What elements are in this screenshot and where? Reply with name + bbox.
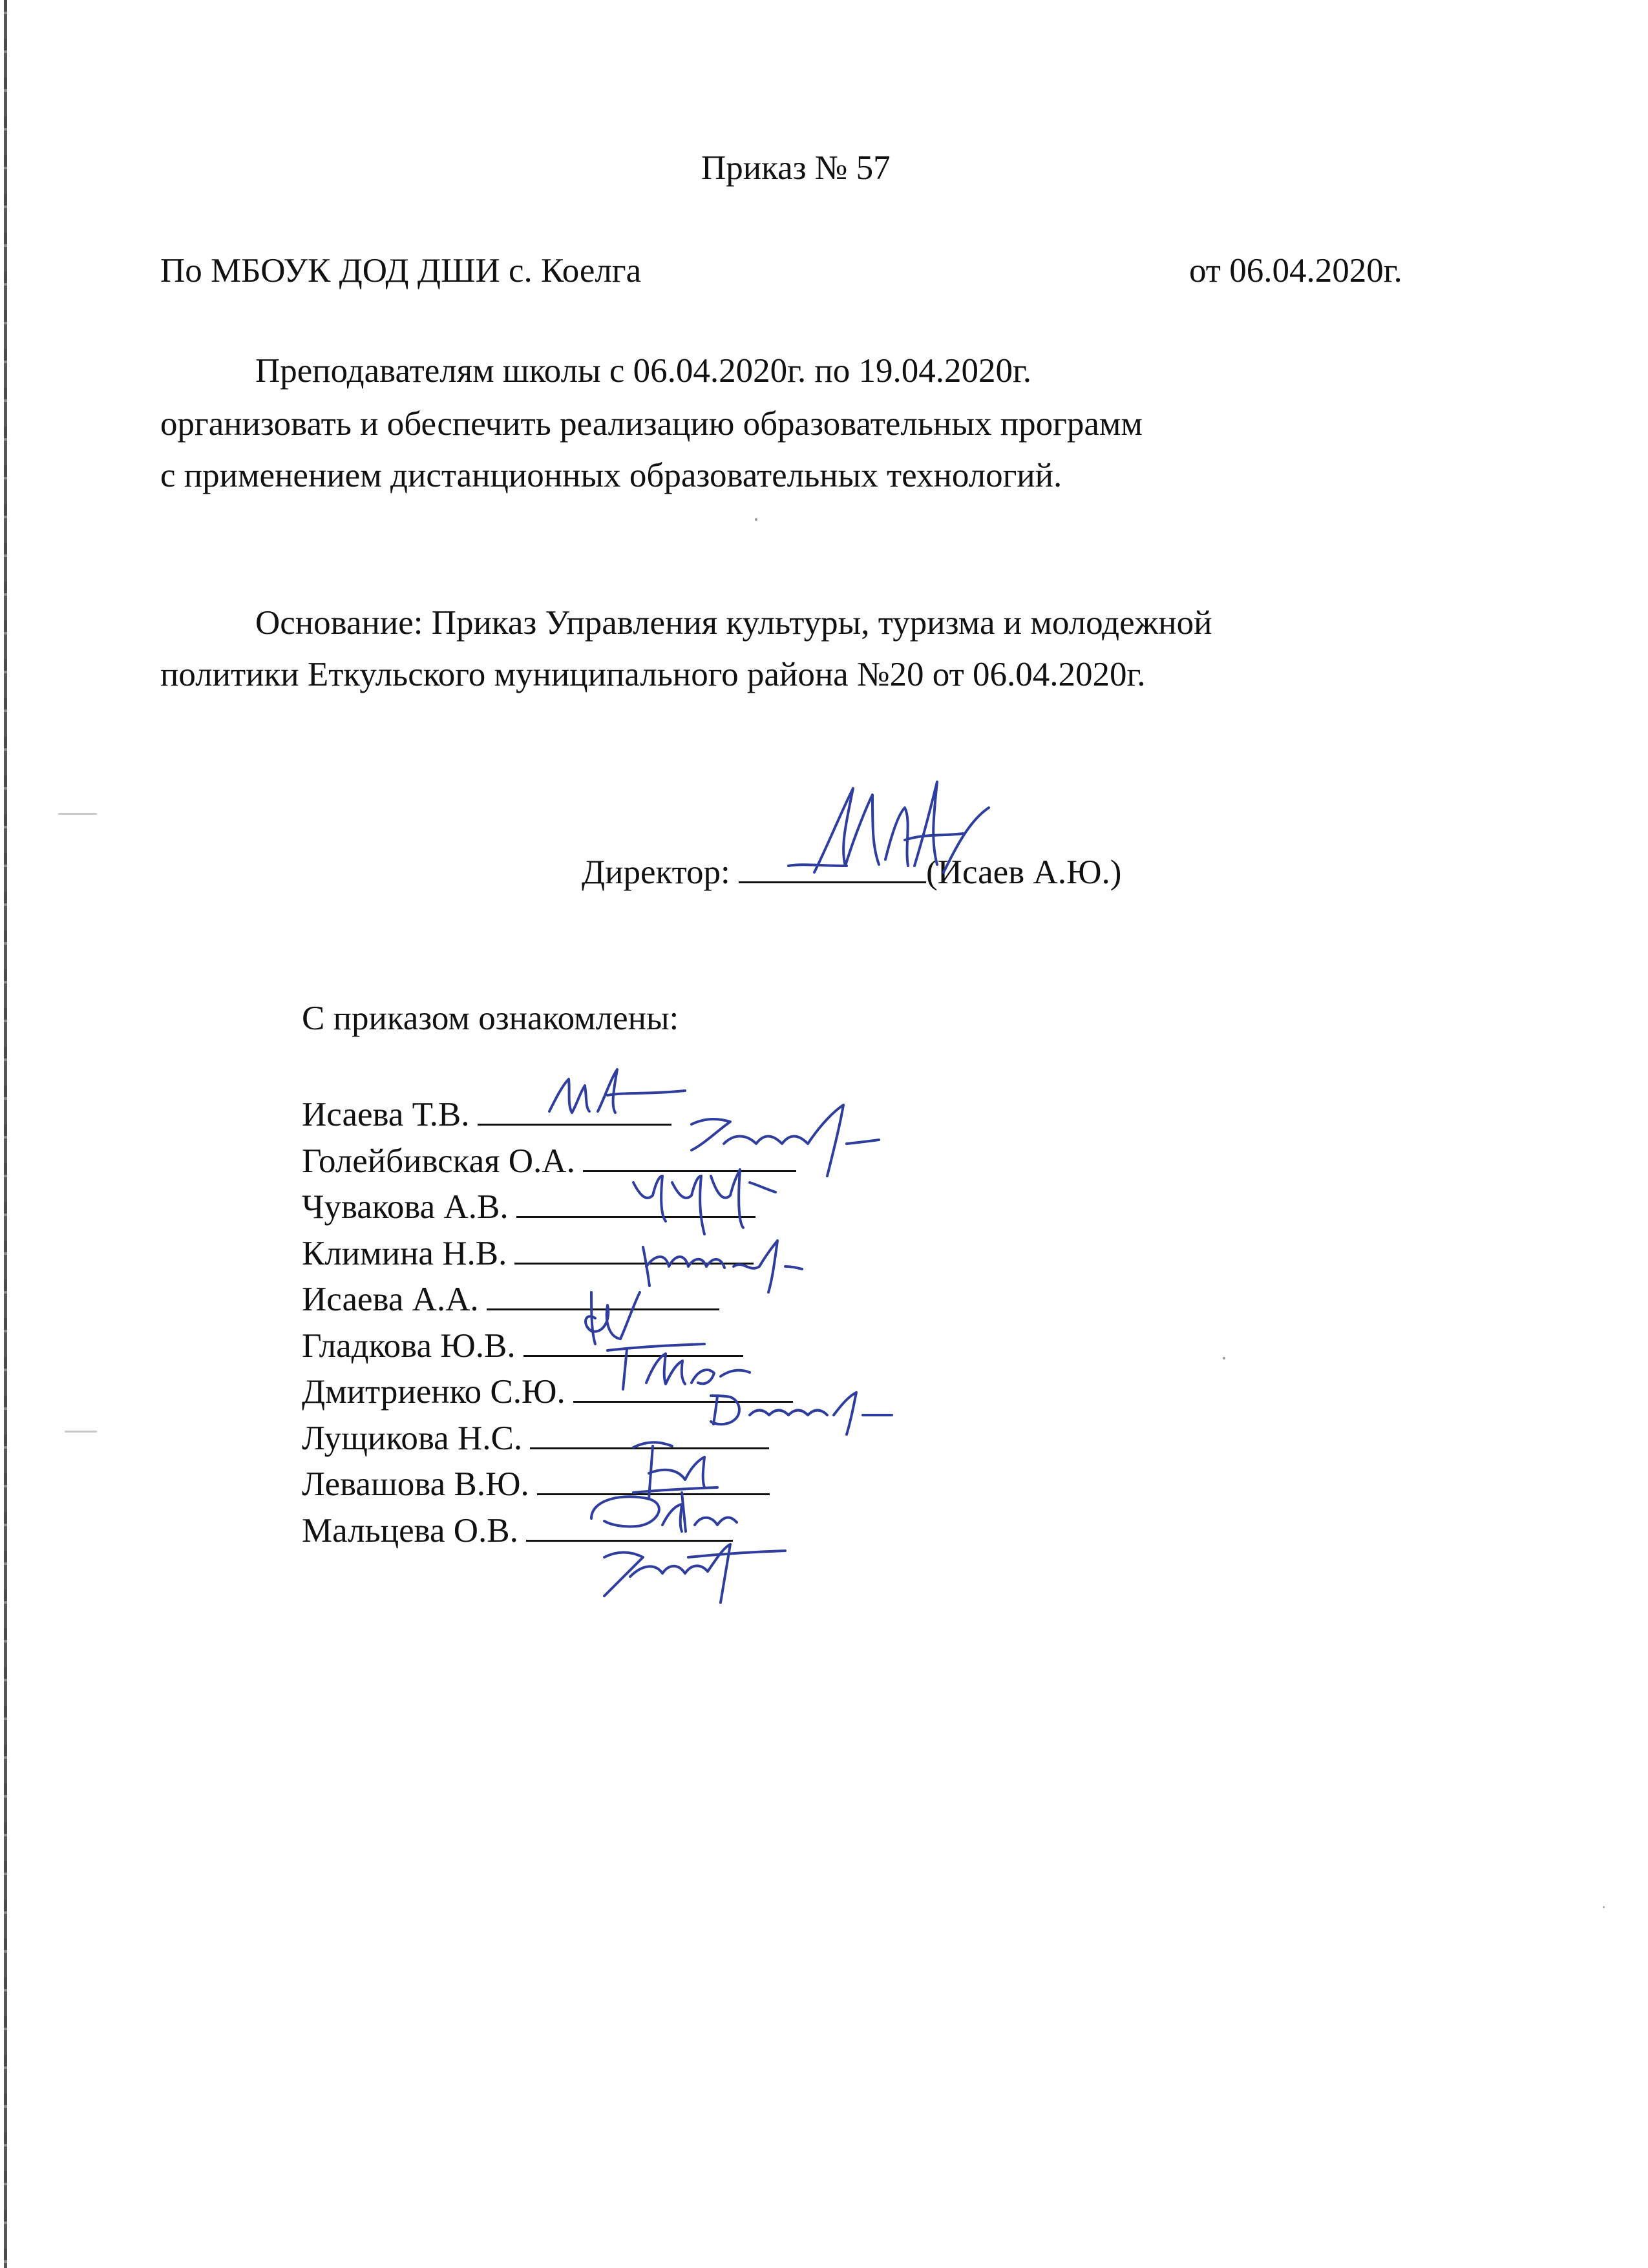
acknowledged-name: Левашова В.Ю.: [302, 1465, 529, 1503]
acknowledged-item: [302, 1231, 796, 1277]
body-line: организовать и обеспечить реализацию образовательных программ: [160, 405, 1143, 443]
acknowledged-item: [302, 1277, 796, 1323]
body-line: Преподавателям школы с 06.04.2020г. по 19.04.2020г.: [255, 352, 1032, 390]
acknowledged-name: Климина Н.В.: [302, 1234, 507, 1272]
director-signature-blank: [739, 848, 926, 883]
basis-line: Основание: Приказ Управления культуры, туризма и молодежной: [255, 604, 1212, 642]
scan-speck: [65, 1431, 97, 1433]
signature-blank: [583, 1142, 796, 1172]
signature-blank: [573, 1372, 793, 1403]
director-name: (Исаев А.Ю.): [926, 854, 1122, 891]
scan-speck: [755, 518, 757, 521]
scan-binding-edge: [4, 0, 7, 2268]
organization-line: По МБОУК ДОД ДШИ с. Коелга: [160, 252, 642, 289]
basis-line: политики Еткульского муниципального района №20 от 06.04.2020г.: [160, 656, 1146, 693]
acknowledged-item: [302, 1184, 796, 1231]
acknowledged-item: [302, 1092, 796, 1139]
acknowledged-item: [302, 1416, 796, 1462]
acknowledged-list: [302, 1092, 796, 1554]
director-signature-line: [582, 848, 1121, 896]
acknowledged-title: С приказом ознакомлены:: [302, 1000, 679, 1037]
acknowledged-item: [302, 1139, 796, 1185]
signature-blank: [530, 1419, 769, 1449]
signature-blank: [487, 1280, 719, 1310]
body-line: с применением дистанционных образовательных технологий.: [160, 457, 1062, 494]
acknowledged-name: Чувакова А.В.: [302, 1188, 509, 1226]
director-label: Директор:: [582, 854, 730, 891]
document-title: Приказ № 57: [701, 149, 891, 187]
acknowledged-name: Лущикова Н.С.: [302, 1419, 523, 1457]
scan-speck: [1223, 1357, 1225, 1360]
acknowledged-name: Мальцева О.В.: [302, 1511, 518, 1549]
signature-blank: [516, 1188, 755, 1218]
scan-speck: [1603, 1906, 1605, 1908]
acknowledged-item: [302, 1369, 796, 1416]
acknowledged-name: Гладкова Ю.В.: [302, 1327, 516, 1365]
acknowledged-name: Дмитриенко С.Ю.: [302, 1373, 565, 1411]
acknowledged-item: [302, 1508, 796, 1555]
signature-blank: [523, 1327, 743, 1357]
acknowledged-item: [302, 1323, 796, 1370]
acknowledged-name: Исаева А.А.: [302, 1281, 479, 1318]
acknowledged-name: Исаева Т.В.: [302, 1096, 470, 1133]
signature-blank: [514, 1234, 754, 1265]
signature-blank: [537, 1465, 770, 1495]
signature-blank: [526, 1511, 733, 1542]
signature-blank: [478, 1095, 671, 1126]
scan-speck: [58, 813, 97, 815]
acknowledged-item: [302, 1462, 796, 1508]
acknowledged-name: Голейбивская О.А.: [302, 1142, 575, 1180]
document-date: от 06.04.2020г.: [1189, 252, 1402, 289]
